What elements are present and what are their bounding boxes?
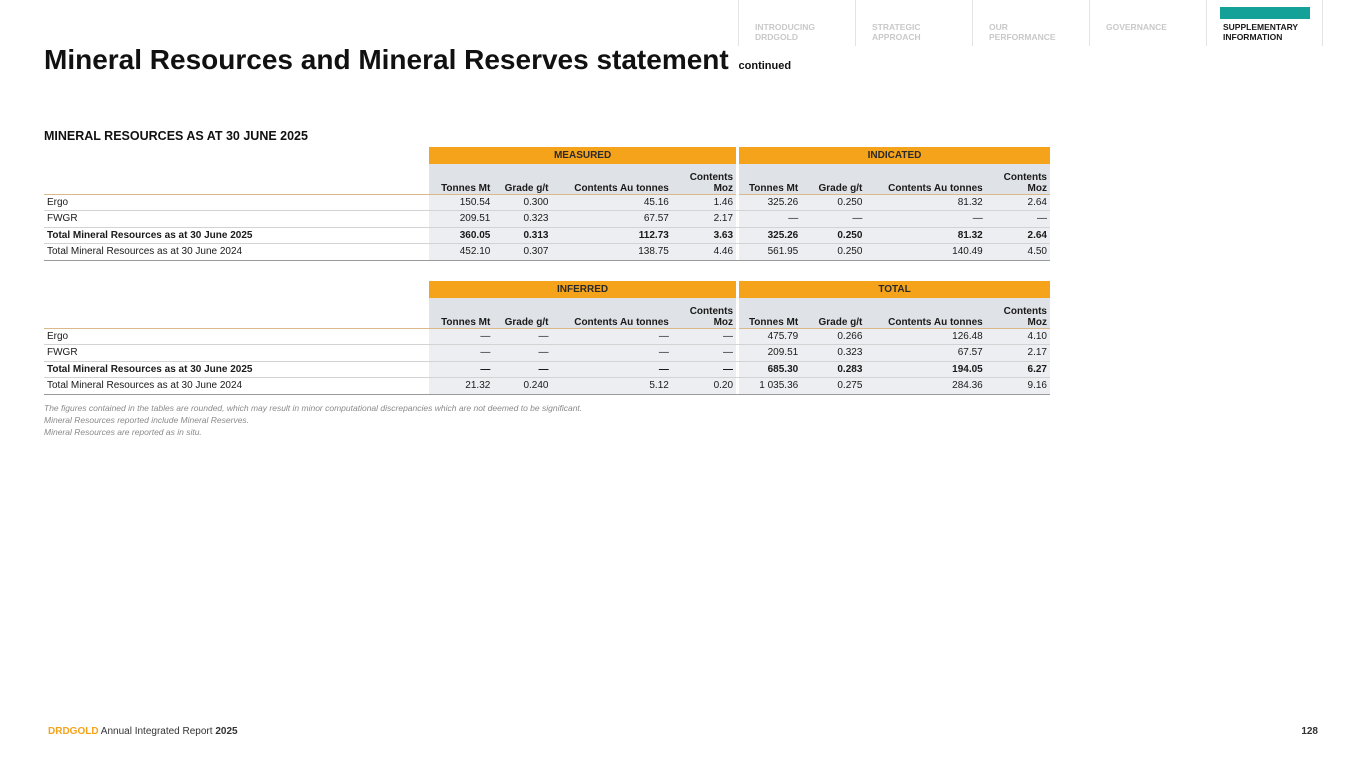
nav-tab-label-line1: SUPPLEMENTARY bbox=[1223, 22, 1299, 32]
group-header-measured: MEASURED bbox=[429, 147, 736, 164]
table-cell: 81.32 bbox=[865, 194, 985, 211]
table-cell: 0.250 bbox=[801, 227, 865, 244]
table-cell: 4.50 bbox=[986, 244, 1050, 261]
resources-table-measured-indicated bbox=[44, 147, 1050, 261]
row-label: Ergo bbox=[44, 194, 429, 211]
table-cell: — bbox=[986, 211, 1050, 228]
table-cell: 360.05 bbox=[429, 227, 493, 244]
column-header: Contents Au tonnes bbox=[865, 298, 985, 328]
row-label: Total Mineral Resources as at 30 June 2024 bbox=[44, 378, 429, 395]
row-label: Total Mineral Resources as at 30 June 2025 bbox=[44, 227, 429, 244]
section-title: MINERAL RESOURCES AS AT 30 JUNE 2025 bbox=[44, 129, 308, 143]
table-cell: 150.54 bbox=[429, 194, 493, 211]
column-header: Tonnes Mt bbox=[739, 164, 801, 194]
group-header-inferred: INFERRED bbox=[429, 281, 736, 298]
nav-tab-governance[interactable] bbox=[1089, 0, 1206, 46]
table-cell: — bbox=[552, 328, 672, 345]
nav-tab-label-line1: OUR bbox=[989, 22, 1008, 32]
column-header: Tonnes Mt bbox=[429, 298, 493, 328]
table-cell: — bbox=[429, 345, 493, 362]
table-cell: 0.240 bbox=[493, 378, 551, 395]
nav-tab-approach[interactable] bbox=[855, 0, 972, 46]
table-cell: 4.46 bbox=[672, 244, 736, 261]
table-cell: 45.16 bbox=[552, 194, 672, 211]
resources-table-inferred-total bbox=[44, 281, 1050, 395]
row-label: FWGR bbox=[44, 211, 429, 228]
table-cell: 140.49 bbox=[865, 244, 985, 261]
table-cell: — bbox=[552, 345, 672, 362]
group-header-row bbox=[44, 281, 1050, 298]
footer bbox=[48, 726, 238, 737]
column-header: Grade g/t bbox=[493, 164, 551, 194]
column-header: Contents Au tonnes bbox=[552, 298, 672, 328]
table-row bbox=[44, 194, 1050, 211]
table-cell: 561.95 bbox=[739, 244, 801, 261]
table-cell: — bbox=[672, 361, 736, 378]
table-cell: 138.75 bbox=[552, 244, 672, 261]
table-cell: 67.57 bbox=[865, 345, 985, 362]
table-cell: — bbox=[493, 328, 551, 345]
table-cell: 2.17 bbox=[986, 345, 1050, 362]
footer-brand: DRDGOLD bbox=[48, 726, 99, 737]
table-cell: 2.64 bbox=[986, 194, 1050, 211]
blank-cell bbox=[44, 147, 429, 164]
table-cell: 5.12 bbox=[552, 378, 672, 395]
table-cell: 2.17 bbox=[672, 211, 736, 228]
table-cell: 1.46 bbox=[672, 194, 736, 211]
table-cell: 0.323 bbox=[801, 345, 865, 362]
table-row bbox=[44, 211, 1050, 228]
table-cell: — bbox=[672, 345, 736, 362]
table-row bbox=[44, 345, 1050, 362]
blank-cell bbox=[44, 281, 429, 298]
nav-tab-information[interactable] bbox=[1206, 0, 1323, 46]
table-cell: 0.266 bbox=[801, 328, 865, 345]
table-cell: 0.250 bbox=[801, 244, 865, 261]
group-header-total: TOTAL bbox=[739, 281, 1050, 298]
table-cell: 67.57 bbox=[552, 211, 672, 228]
nav-tab-drdgold[interactable] bbox=[738, 0, 855, 46]
table-cell: — bbox=[801, 211, 865, 228]
active-tab-indicator bbox=[1220, 7, 1310, 19]
column-header: Contents Au tonnes bbox=[865, 164, 985, 194]
page-title: Mineral Resources and Mineral Reserves statement continued bbox=[44, 44, 792, 75]
table-cell: 284.36 bbox=[865, 378, 985, 395]
table-row bbox=[44, 361, 1050, 378]
footer-text: Annual Integrated Report bbox=[100, 726, 213, 737]
note-line: The figures contained in the tables are rounded, which may result in minor computational discrepancies which are not deemed to be significant. bbox=[44, 403, 583, 413]
blank-cell bbox=[44, 164, 429, 194]
table-cell: 21.32 bbox=[429, 378, 493, 395]
nav-tab-label-line1: STRATEGIC bbox=[872, 22, 921, 32]
table-cell: 325.26 bbox=[739, 227, 801, 244]
row-label: Total Mineral Resources as at 30 June 2024 bbox=[44, 244, 429, 261]
table-cell: 0.300 bbox=[493, 194, 551, 211]
column-header: Tonnes Mt bbox=[429, 164, 493, 194]
table-cell: 325.26 bbox=[739, 194, 801, 211]
nav-tab-label-line2: INFORMATION bbox=[1223, 32, 1283, 42]
column-header: Grade g/t bbox=[493, 298, 551, 328]
table-cell: — bbox=[552, 361, 672, 378]
row-label: Total Mineral Resources as at 30 June 2025 bbox=[44, 361, 429, 378]
table-row bbox=[44, 378, 1050, 395]
table-cell: 6.27 bbox=[986, 361, 1050, 378]
column-header: Contents Moz bbox=[986, 298, 1050, 328]
nav-tab-label-line2: APPROACH bbox=[872, 32, 921, 42]
table-cell: 475.79 bbox=[739, 328, 801, 345]
group-header-row bbox=[44, 147, 1050, 164]
table-cell: 209.51 bbox=[739, 345, 801, 362]
title-suffix: continued bbox=[738, 60, 792, 72]
column-header-row bbox=[44, 164, 1050, 194]
table-cell: — bbox=[429, 361, 493, 378]
table-cell: — bbox=[493, 345, 551, 362]
note-line: Mineral Resources are reported as in situ. bbox=[44, 427, 202, 437]
table-cell: 4.10 bbox=[986, 328, 1050, 345]
table-cell: — bbox=[429, 328, 493, 345]
row-label: Ergo bbox=[44, 328, 429, 345]
table-cell: 2.64 bbox=[986, 227, 1050, 244]
table-cell: — bbox=[493, 361, 551, 378]
nav-tab-label-line2: DRDGOLD bbox=[755, 32, 798, 42]
footer-year: 2025 bbox=[215, 726, 238, 737]
table-cell: 685.30 bbox=[739, 361, 801, 378]
nav-tab-label-line2: GOVERNANCE bbox=[1106, 22, 1167, 32]
column-header: Grade g/t bbox=[801, 298, 865, 328]
nav-tab-performance[interactable] bbox=[972, 0, 1089, 46]
table-cell: 9.16 bbox=[986, 378, 1050, 395]
table-cell: 0.323 bbox=[493, 211, 551, 228]
table-row bbox=[44, 244, 1050, 261]
table-cell: 3.63 bbox=[672, 227, 736, 244]
table-cell: 0.313 bbox=[493, 227, 551, 244]
table-cell: 0.275 bbox=[801, 378, 865, 395]
top-navigation bbox=[738, 0, 1323, 46]
table-cell: 0.250 bbox=[801, 194, 865, 211]
table-cell: — bbox=[739, 211, 801, 228]
table-row bbox=[44, 328, 1050, 345]
table-cell: 209.51 bbox=[429, 211, 493, 228]
table-cell: 0.307 bbox=[493, 244, 551, 261]
table-cell: 0.20 bbox=[672, 378, 736, 395]
table-cell: — bbox=[865, 211, 985, 228]
table-cell: 112.73 bbox=[552, 227, 672, 244]
row-label: FWGR bbox=[44, 345, 429, 362]
blank-cell bbox=[44, 298, 429, 328]
column-header-row bbox=[44, 298, 1050, 328]
table-cell: — bbox=[672, 328, 736, 345]
table-cell: 194.05 bbox=[865, 361, 985, 378]
column-header: Contents Au tonnes bbox=[552, 164, 672, 194]
table-cell: 1 035.36 bbox=[739, 378, 801, 395]
table-row bbox=[44, 227, 1050, 244]
note-line: Mineral Resources reported include Mineral Reserves. bbox=[44, 415, 250, 425]
nav-tab-label-line2: PERFORMANCE bbox=[989, 32, 1056, 42]
table-notes bbox=[44, 402, 582, 438]
table-cell: 126.48 bbox=[865, 328, 985, 345]
column-header: Contents Moz bbox=[672, 164, 736, 194]
column-header: Contents Moz bbox=[986, 164, 1050, 194]
group-header-indicated: INDICATED bbox=[739, 147, 1050, 164]
table-cell: 452.10 bbox=[429, 244, 493, 261]
nav-tab-label-line1: INTRODUCING bbox=[755, 22, 815, 32]
column-header: Contents Moz bbox=[672, 298, 736, 328]
page-number: 128 bbox=[1301, 726, 1318, 737]
table-cell: 81.32 bbox=[865, 227, 985, 244]
column-header: Grade g/t bbox=[801, 164, 865, 194]
column-header: Tonnes Mt bbox=[739, 298, 801, 328]
table-cell: 0.283 bbox=[801, 361, 865, 378]
